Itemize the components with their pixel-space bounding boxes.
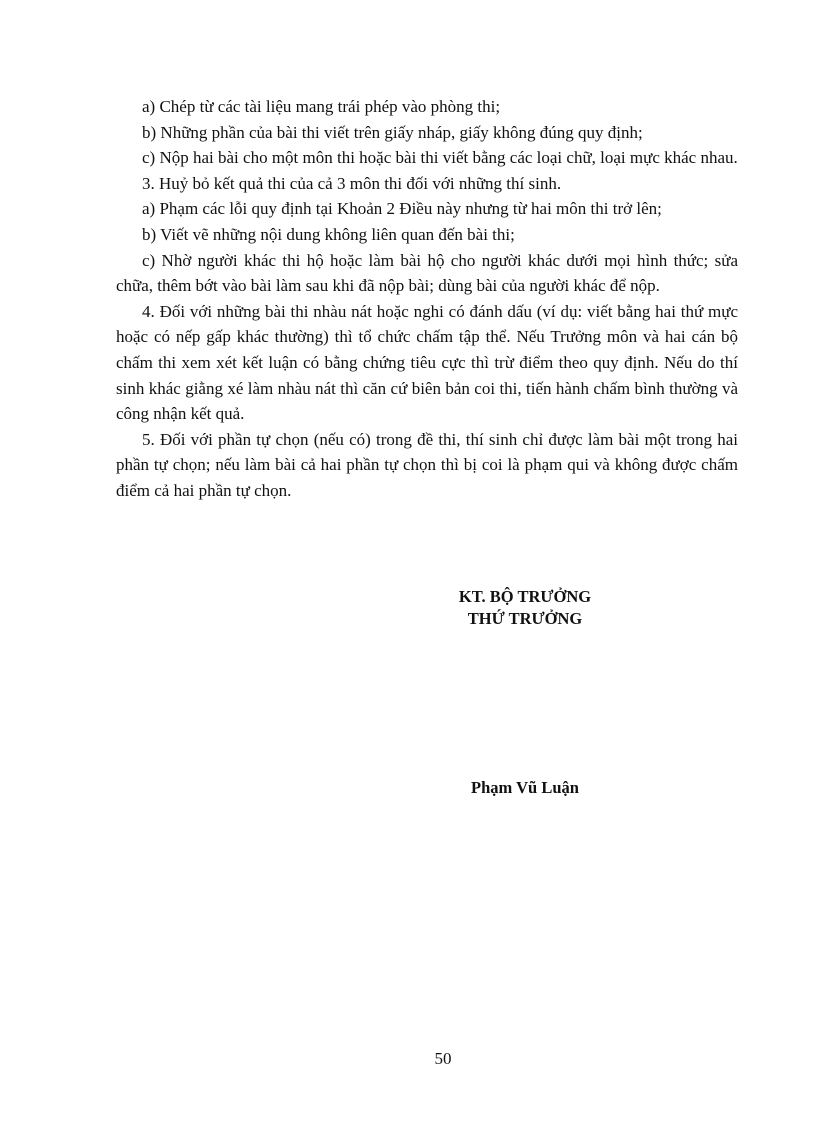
paragraph: 3. Huỷ bỏ kết quả thi của cả 3 môn thi đối với những thí sinh. [142,173,562,193]
paragraph: a) Phạm các lỗi quy định tại Khoản 2 Điều này nhưng từ hai môn thi trở lên; [142,199,662,219]
paragraph: 5. Đối với phần tự chọn (nếu có) trong đề thi, thí sinh chỉ được làm bài một trong hai phần tự chọn; nếu làm bài cả hai phần tự chọn thì bị coi là phạm qui và không được chấm điểm cả hai phần tự chọn. [116,429,738,500]
signature-title-line1: KT. BỘ TRƯỞNG [458,587,592,606]
paragraph: c) Nộp hai bài cho một môn thi hoặc bài thi viết bằng các loại chữ, loại mực khác nhau. [142,148,738,168]
signer-name: Phạm Vũ Luận [471,778,579,797]
paragraph: b) Viết vẽ những nội dung không liên quan đến bài thi; [142,224,515,244]
paragraph: b) Những phần của bài thi viết trên giấy nháp, giấy không đúng quy định; [142,122,643,142]
page-number: 50 [434,1049,452,1068]
paragraph: c) Nhờ người khác thi hộ hoặc làm bài hộ cho người khác dưới mọi hình thức; sửa chữa, thêm bớt vào bài làm sau khi đã nộp bài; dùng bài của người khác để nộp. [116,250,738,296]
document-body [116,94,738,504]
paragraph: a) Chép từ các tài liệu mang trái phép vào phòng thi; [142,97,501,116]
signature-block [420,586,630,630]
paragraph: 4. Đối với những bài thi nhàu nát hoặc nghi có đánh dấu (ví dụ: viết bằng hai thứ mực hoặc có nếp gấp khác thường) thì tổ chức chấm tập thể. Nếu Trưởng môn và hai cán bộ chấm thi xem xét kết luận có bằng chứng tiêu cực thì trừ điểm theo quy định. Nếu do thí sinh khác giằng xé làm nhàu nát thì căn cứ biên bản coi thi, tiến hành chấm bình thường và công nhận kết quả. [116,301,738,424]
signature-title-line2: THỨ TRƯỞNG [467,609,583,628]
